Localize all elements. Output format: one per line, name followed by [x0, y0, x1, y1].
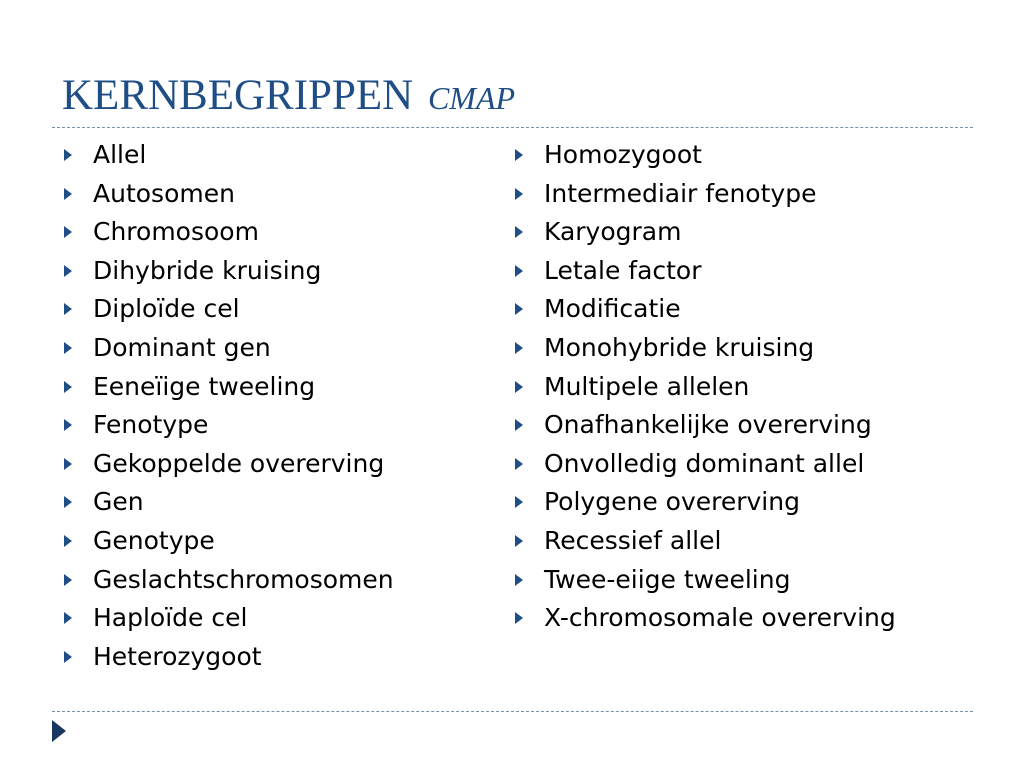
triangle-right-icon: [515, 188, 523, 200]
term-label: Twee-eiige tweeling: [544, 564, 791, 594]
list-item: [513, 252, 983, 291]
triangle-right-icon: [515, 612, 523, 624]
term-label: Chromosoom: [93, 217, 259, 247]
list-item: [513, 522, 983, 561]
triangle-right-icon: [64, 188, 72, 200]
right-term-list: [513, 136, 983, 638]
list-item: [62, 599, 482, 638]
triangle-right-icon: [64, 303, 72, 315]
triangle-right-icon: [515, 381, 523, 393]
term-label: Karyogram: [544, 217, 682, 247]
list-item: [62, 290, 482, 329]
triangle-right-icon: [64, 612, 72, 624]
triangle-right-icon: [64, 574, 72, 586]
triangle-right-icon: [515, 149, 523, 161]
list-item: [62, 522, 482, 561]
list-item: [62, 445, 482, 484]
play-icon[interactable]: [52, 720, 66, 742]
triangle-right-icon: [64, 651, 72, 663]
term-label: Multipele allelen: [544, 371, 750, 401]
list-item: [513, 136, 983, 175]
term-label: Gekoppelde overerving: [93, 448, 385, 478]
list-item: [513, 175, 983, 214]
title-subtitle: CMAP: [427, 80, 516, 116]
term-label: Genotype: [93, 525, 215, 555]
list-item: [513, 368, 983, 407]
list-item: [62, 213, 482, 252]
list-item: [62, 136, 482, 175]
list-item: [513, 445, 983, 484]
term-label: Homozygoot: [544, 140, 702, 169]
term-label: Monohybride kruising: [544, 332, 815, 362]
list-item: [62, 483, 482, 522]
triangle-right-icon: [64, 342, 72, 354]
title-text: KERNBEGRIPPEN: [62, 72, 414, 119]
list-item: [513, 290, 983, 329]
top-divider: [52, 127, 973, 128]
list-item: [62, 406, 482, 445]
list-item: [513, 406, 983, 445]
list-item: [513, 599, 983, 638]
triangle-right-icon: [64, 265, 72, 277]
list-item: [62, 329, 482, 368]
left-term-list: [62, 136, 482, 676]
triangle-right-icon: [515, 496, 523, 508]
list-item: [62, 175, 482, 214]
term-label: X-chromosomale overerving: [544, 603, 896, 633]
term-label: Dominant gen: [93, 332, 271, 362]
bottom-divider: [52, 711, 973, 712]
list-item: [62, 561, 482, 600]
triangle-right-icon: [64, 226, 72, 238]
list-item: [62, 368, 482, 407]
triangle-right-icon: [64, 496, 72, 508]
page-title: [62, 70, 515, 124]
term-label: Autosomen: [93, 178, 235, 208]
term-label: Allel: [93, 140, 147, 169]
list-item: [513, 561, 983, 600]
term-label: Eeneïige tweeling: [93, 371, 316, 401]
term-label: Gen: [93, 487, 144, 517]
term-label: Fenotype: [93, 410, 209, 440]
term-label: Geslachtschromosomen: [93, 564, 394, 594]
term-label: Polygene overerving: [544, 487, 800, 517]
triangle-right-icon: [515, 419, 523, 431]
triangle-right-icon: [64, 419, 72, 431]
term-label: Intermediair fenotype: [544, 178, 817, 208]
list-item: [513, 483, 983, 522]
list-item: [62, 638, 482, 677]
term-label: Recessief allel: [544, 525, 722, 555]
term-label: Haploïde cel: [93, 603, 248, 633]
triangle-right-icon: [515, 535, 523, 547]
term-label: Letale factor: [544, 255, 702, 285]
term-label: Modificatie: [544, 294, 681, 324]
triangle-right-icon: [64, 458, 72, 470]
triangle-right-icon: [515, 226, 523, 238]
list-item: [513, 329, 983, 368]
list-item: [62, 252, 482, 291]
term-label: Onafhankelijke overerving: [544, 410, 872, 440]
triangle-right-icon: [515, 458, 523, 470]
triangle-right-icon: [515, 574, 523, 586]
term-label: Heterozygoot: [93, 641, 262, 671]
term-label: Diploïde cel: [93, 294, 240, 324]
list-item: [513, 213, 983, 252]
triangle-right-icon: [515, 342, 523, 354]
triangle-right-icon: [515, 303, 523, 315]
triangle-right-icon: [515, 265, 523, 277]
triangle-right-icon: [64, 535, 72, 547]
triangle-right-icon: [64, 149, 72, 161]
triangle-right-icon: [64, 381, 72, 393]
term-label: Dihybride kruising: [93, 255, 322, 285]
term-label: Onvolledig dominant allel: [544, 448, 865, 478]
